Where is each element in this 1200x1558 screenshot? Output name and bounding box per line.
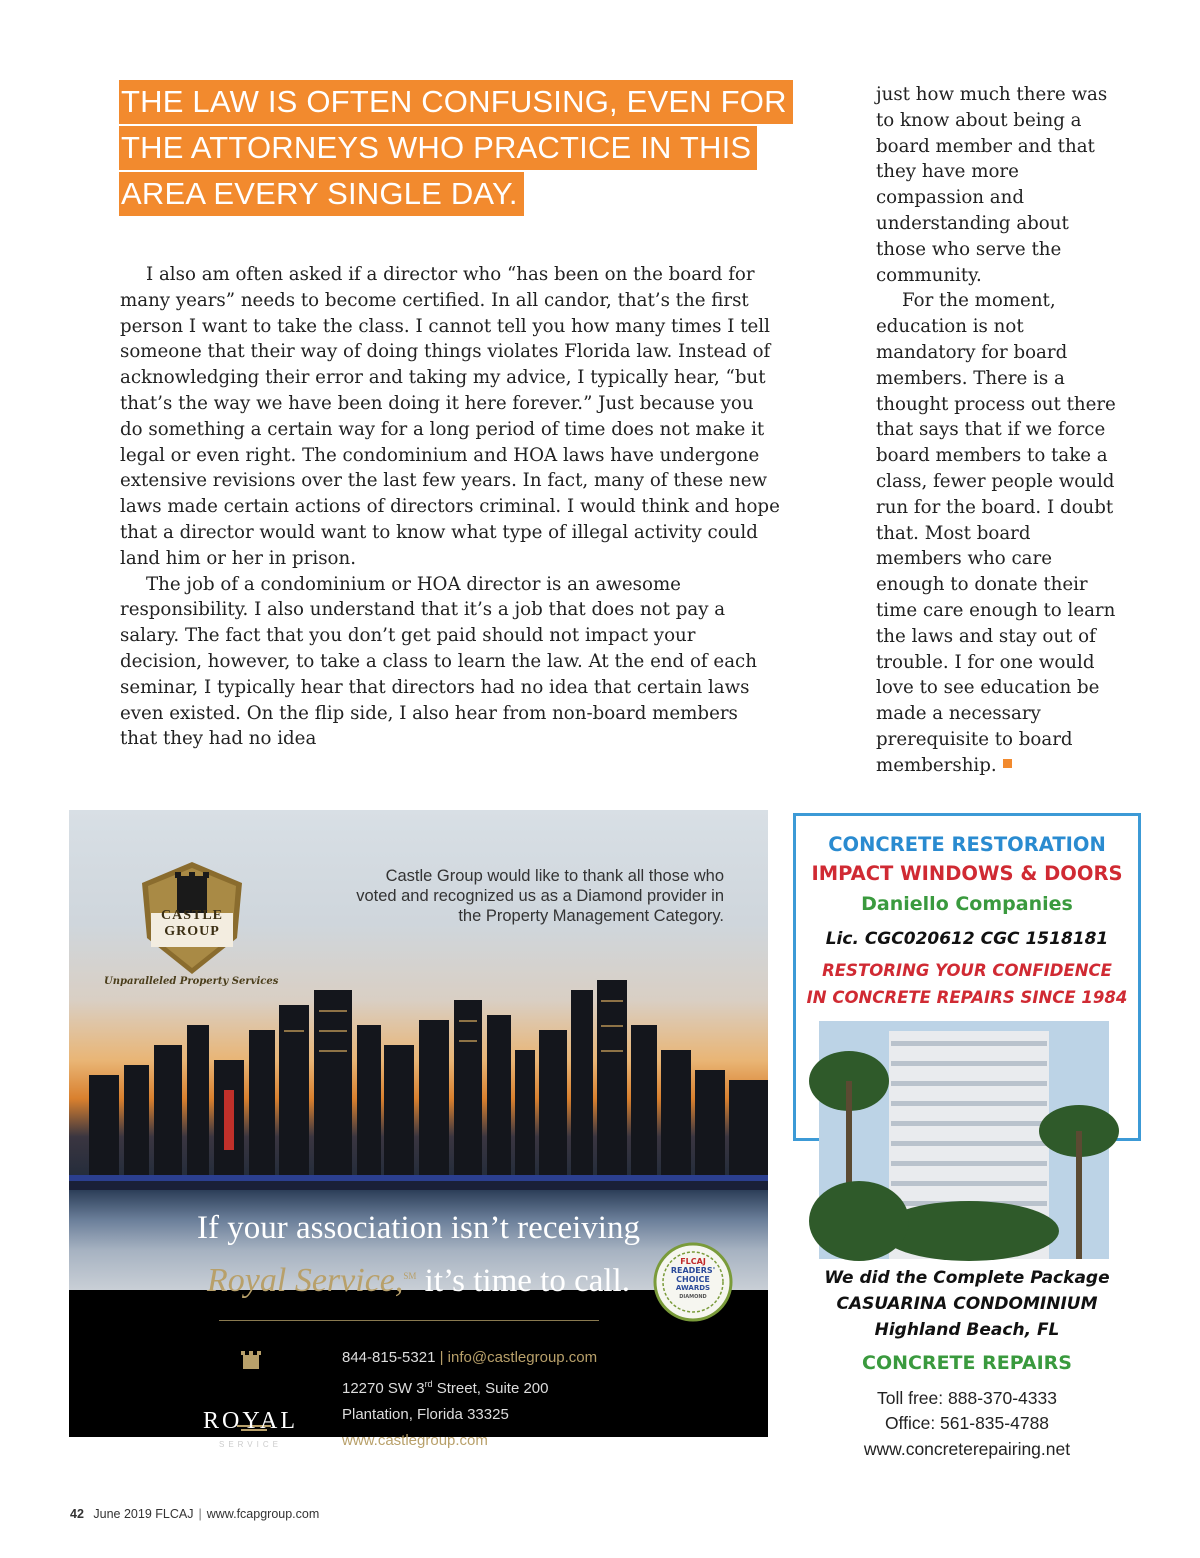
- concrete-ad-heading: CONCRETE RESTORATION: [828, 833, 1106, 856]
- badge-line: DIAMOND: [679, 1294, 707, 1300]
- badge-line: READERS': [670, 1266, 716, 1275]
- castle-tagline: Unparalleled Property Services: [104, 976, 279, 987]
- footer-website-link[interactable]: www.fcapgroup.com: [206, 1507, 320, 1521]
- badge-line: FLCAJ: [680, 1257, 706, 1266]
- castle-logo-line: GROUP: [164, 924, 220, 939]
- toll-free-phone[interactable]: Toll free: 888-370-4333: [877, 1388, 1057, 1408]
- castle-logo-text: [151, 908, 233, 940]
- project-caption: We did the Complete Package: [824, 1268, 1110, 1288]
- article-paragraph-continuation: just how much there was to know about being a board member and that they have more compassion and understanding about those who serve the community.: [876, 84, 1108, 286]
- castle-phone[interactable]: 844-815-5321: [342, 1349, 436, 1366]
- concrete-website-link[interactable]: www.concreterepairing.net: [863, 1439, 1071, 1459]
- office-phone[interactable]: Office: 561-835-4788: [884, 1413, 1050, 1433]
- castle-street-pre: 12270 SW 3: [342, 1380, 425, 1397]
- article-main-column: [120, 262, 780, 752]
- castle-headline: If your association isn’t receiving: [197, 1210, 640, 1246]
- article-paragraph: The job of a condominium or HOA director is an awesome responsibility. I also understand that it’s a job that does not pay a salary. The fact that you don’t get paid should not impact your decision, however, to take a class to learn the law. At the end of each seminar, I typically hear that directors had no idea that certain laws even existed. On the flip side, I also hear from non-board members that they had no idea: [120, 573, 757, 750]
- concrete-restoration-ad[interactable]: [793, 813, 1141, 1459]
- condominium-photo: [819, 1021, 1109, 1259]
- service-label: CONCRETE REPAIRS: [862, 1352, 1072, 1374]
- castle-city: Plantation, Florida 33325: [342, 1406, 509, 1423]
- article-paragraph: I also am often asked if a director who “has been on the board for many years” needs to become certified. In all candor, that’s the first person I want to take the class. I cannot tell you how many times I tell someone that their way of doing things violates Florida law. Instead of acknowledging their error and taking my advice, I typically hear, “but that’s the way we have been doing it here forever.” Just because you do something a certain way for a long period of time does not make it legal or even right. The condominium and HOA laws have undergone extensive revisions over the last few years. In fact, many of these new laws made certain actions of directors criminal. I would think and hope that a director would want to know what type of illegal activity could land him or her in prison.: [120, 264, 780, 569]
- issue-date: June 2019: [93, 1507, 152, 1521]
- castle-email[interactable]: info@castlegroup.com: [447, 1349, 598, 1366]
- castle-contact: 844-815-5321 | info@castlegroup.com 12270 SW 3rd Street, Suite 200 Plantation, Florida 33325 www.castlegroup.com: [342, 1345, 597, 1454]
- castle-thanks-text: Castle Group would like to thank all those who voted and recognized us as a Diamond provider in the Property Management Category.: [356, 867, 724, 925]
- castle-street: [342, 1371, 597, 1402]
- royal-logo-sub: SERVICE: [219, 1440, 282, 1449]
- pull-quote-line: THE LAW IS OFTEN CONFUSING, EVEN FOR: [119, 80, 793, 124]
- royal-service-script: Royal Service,: [207, 1262, 404, 1299]
- article-paragraph-text: For the moment, education is not mandatory for board members. There is a thought process out there that says that if we force board members to take a class, fewer people would run for the board. I doubt that. Most board members who care enough to donate their time care enough to learn the laws and stay out of trouble. I for one would love to see education be made a necessary prerequisite to board membership.: [876, 290, 1116, 776]
- publication-name: FLCAJ: [155, 1507, 194, 1521]
- page-footer: [70, 1507, 319, 1521]
- page-number: 42: [70, 1507, 84, 1521]
- castle-street-sup: rd: [424, 1379, 433, 1389]
- royal-logo-word: ROYAL: [203, 1408, 299, 1434]
- project-location: Highland Beach, FL: [874, 1320, 1060, 1340]
- pull-quote-line: THE ATTORNEYS WHO PRACTICE IN THIS: [119, 126, 757, 170]
- castle-headline-2: [69, 1262, 768, 1300]
- service-mark: SM: [403, 1271, 417, 1281]
- project-name: CASUARINA CONDOMINIUM: [836, 1294, 1098, 1314]
- end-mark-icon: [1003, 759, 1012, 768]
- article-paragraph: [876, 288, 1116, 778]
- slogan-line-2: IN CONCRETE REPAIRS SINCE 1984: [806, 988, 1128, 1007]
- license-numbers: Lic. CGC020612 CGC 1518181: [825, 929, 1109, 949]
- slogan-line: RESTORING YOUR CONFIDENCE: [822, 961, 1112, 980]
- divider: [219, 1320, 599, 1321]
- footer-separator: |: [198, 1507, 202, 1521]
- castle-street-post: Street, Suite 200: [432, 1380, 549, 1397]
- castle-group-ad[interactable]: [69, 810, 768, 1449]
- castle-website-link[interactable]: www.castlegroup.com: [342, 1432, 488, 1449]
- castle-logo-line: CASTLE: [160, 908, 224, 923]
- company-name: Daniello Companies: [861, 893, 1073, 915]
- article-side-column: [876, 82, 1116, 779]
- badge-line: AWARDS: [675, 1284, 711, 1292]
- skyline-silhouette-icon: [69, 970, 768, 1190]
- castle-headline-rest: it’s time to call.: [416, 1263, 630, 1299]
- badge-line: CHOICE: [676, 1275, 710, 1284]
- pull-quote-line: AREA EVERY SINGLE DAY.: [119, 172, 524, 216]
- concrete-ad-heading-2: IMPACT WINDOWS & DOORS: [811, 862, 1123, 885]
- pull-quote: [119, 80, 787, 218]
